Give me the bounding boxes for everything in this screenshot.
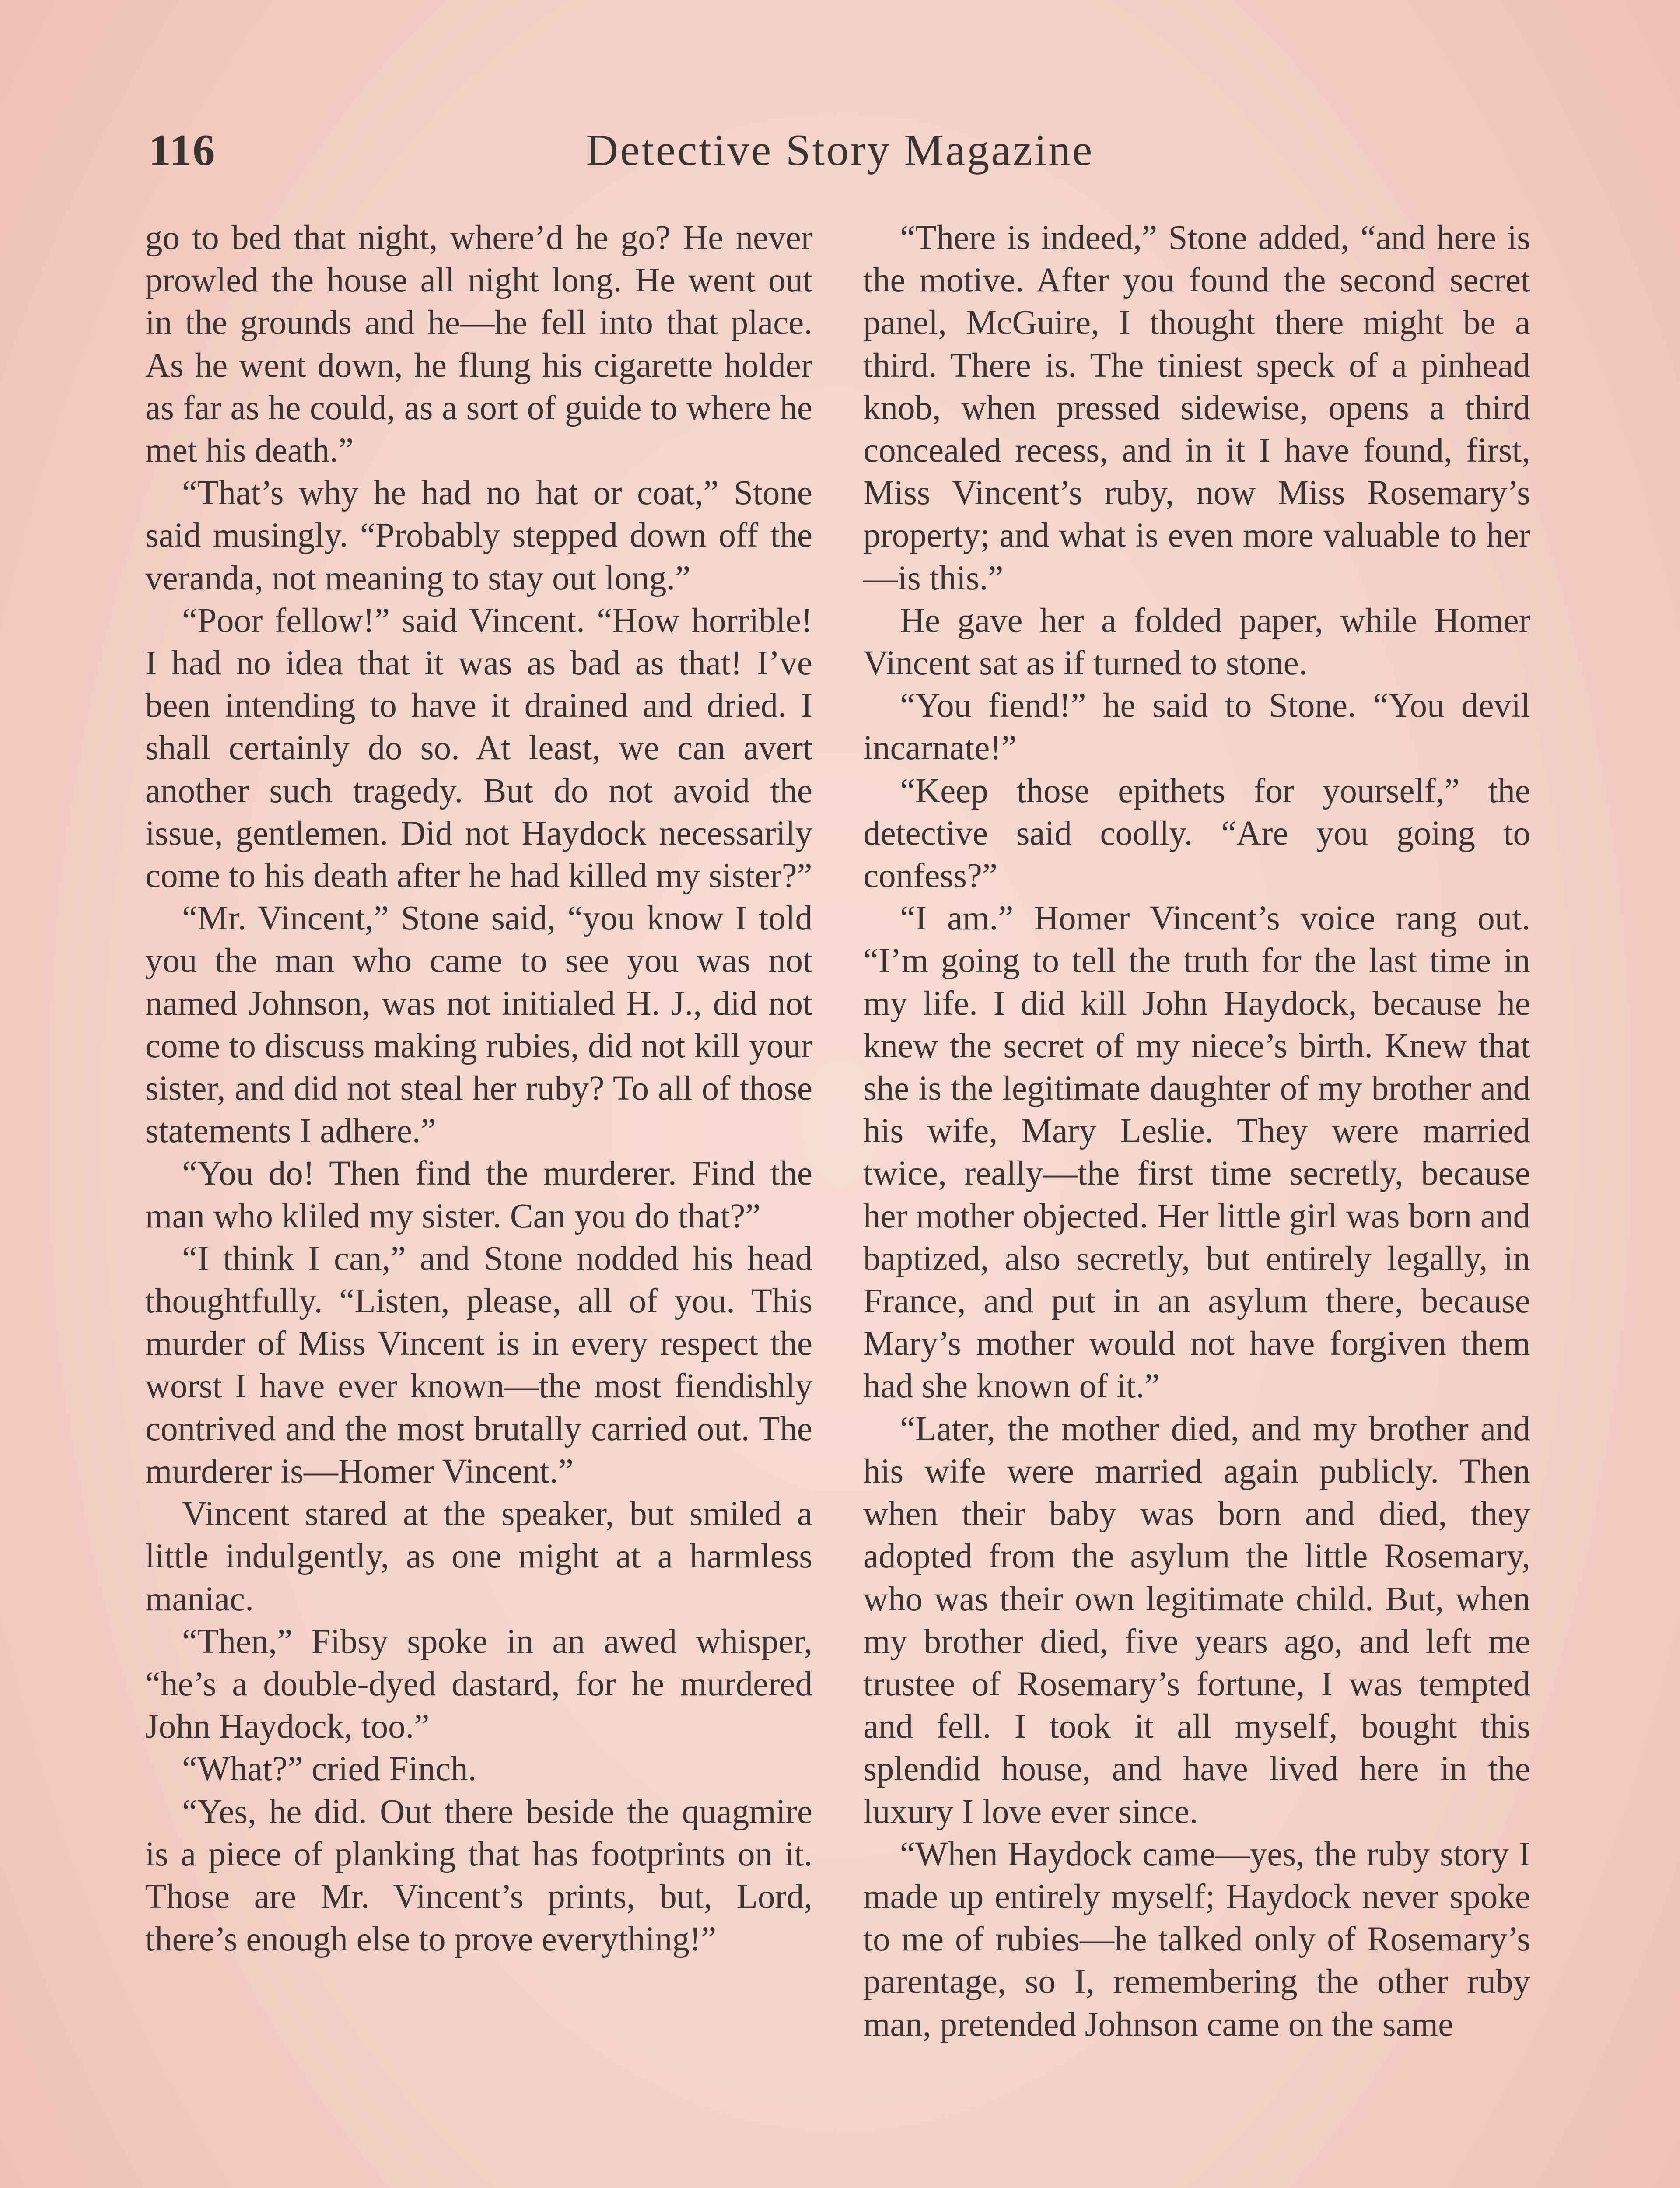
paragraph: “I think I can,” and Stone nodded his head thoughtfully. “Listen, please, all of you. This murder of Miss Vincent is in every respect the worst I have ever known—the most fiendishly contrived and the most brutally carried out. The murderer is—Homer Vincent.” (145, 1239, 812, 1490)
paragraph: He gave her a folded paper, while Homer Vincent sat as if turned to stone. (863, 601, 1530, 683)
paragraph: “Keep those epithets for yourself,” the detective said coolly. “Are you going to confess?” (863, 771, 1530, 895)
paragraph: “Later, the mother died, and my brother and his wife were married again publicly. Then when their baby was born and died, they adopted from the asylum the little Rosemary, who was their own legitimate child. But, when my brother died, five years ago, and left me trustee of Rosemary’s fortune, I was tempted and fell. I took it all myself, bought this splendid house, and have lived here in the luxury I love ever since. (863, 1410, 1530, 1831)
paragraph: “When Haydock came—yes, the ruby story I made up entirely myself; Haydock never spoke to me of rubies—he talked only of Rosemary’s parentage, so I, remembering the other ruby man, pretended Johnson came on the same (863, 1835, 1530, 2044)
paragraph: “What?” cried Finch. (182, 1750, 477, 1788)
paragraph: “Poor fellow!” said Vincent. “How horrible! I had no idea that it was as bad as that! I’ve been intending to have it drained and dried. I shall certainly do so. At least, we can avert another such tragedy. But do not avoid the issue, gentlemen. Did not Haydock necessarily come to his death after he had killed my sister?” (145, 601, 812, 895)
right-column (863, 217, 1530, 2046)
paragraph: “I am.” Homer Vincent’s voice rang out. “I’m going to tell the truth for the last time in my life. I did kill John Haydock, because he knew the secret of my niece’s birth. Knew that she is the legitimate daughter of my brother and his wife, Mary Leslie. They were married twice, really—the first time secretly, because her mother objected. Her little girl was born and baptized, also secretly, but entirely legally, in France, and put in an asylum there, because Mary’s mother would not have forgiven them had she known of it.” (863, 899, 1530, 1406)
running-head: Detective Story Magazine (586, 126, 1094, 175)
paragraph: “Yes, he did. Out there beside the quagmire is a piece of planking that has footprints on it. Those are Mr. Vincent’s prints, but, Lord, there’s enough else to prove everything!” (145, 1792, 812, 1959)
paragraph: “Mr. Vincent,” Stone said, “you know I told you the man who came to see you was not named Johnson, was not initialed H. J., did not come to discuss making rubies, did not kill your sister, and did not steal her ruby? To all of those statements I adhere.” (145, 899, 812, 1150)
paragraph: “You fiend!” he said to Stone. “You devil incarnate!” (863, 687, 1530, 768)
paragraph: “Then,” Fibsy spoke in an awed whisper, “he’s a double-dyed dastard, for he murdered John Haydock, too.” (145, 1622, 812, 1746)
paragraph: go to bed that night, where’d he go? He never prowled the house all night long. He went out in the grounds and he—he fell into that place. As he went down, he flung his cigarette holder as far as he could, as a sort of guide to where he met his death.” (145, 219, 812, 470)
paragraph: “That’s why he had no hat or coat,” Stone said musingly. “Probably stepped down off the veranda, not meaning to stay out long.” (145, 474, 812, 597)
left-column (145, 217, 812, 1960)
paragraph: “You do! Then find the murderer. Find the man who kliled my sister. Can you do that?” (145, 1154, 812, 1235)
paragraph: Vincent stared at the speaker, but smiled a little indulgently, as one might at a harmless maniac. (145, 1495, 812, 1618)
page-number: 116 (149, 126, 216, 175)
paragraph: “There is indeed,” Stone added, “and here is the motive. After you found the second secret panel, McGuire, I thought there might be a third. There is. The tiniest speck of a pinhead knob, when pressed sidewise, opens a third concealed recess, and in it I have found, first, Miss Vincent’s ruby, now Miss Rosemary’s property; and what is even more valuable to her—is this.” (863, 219, 1530, 597)
